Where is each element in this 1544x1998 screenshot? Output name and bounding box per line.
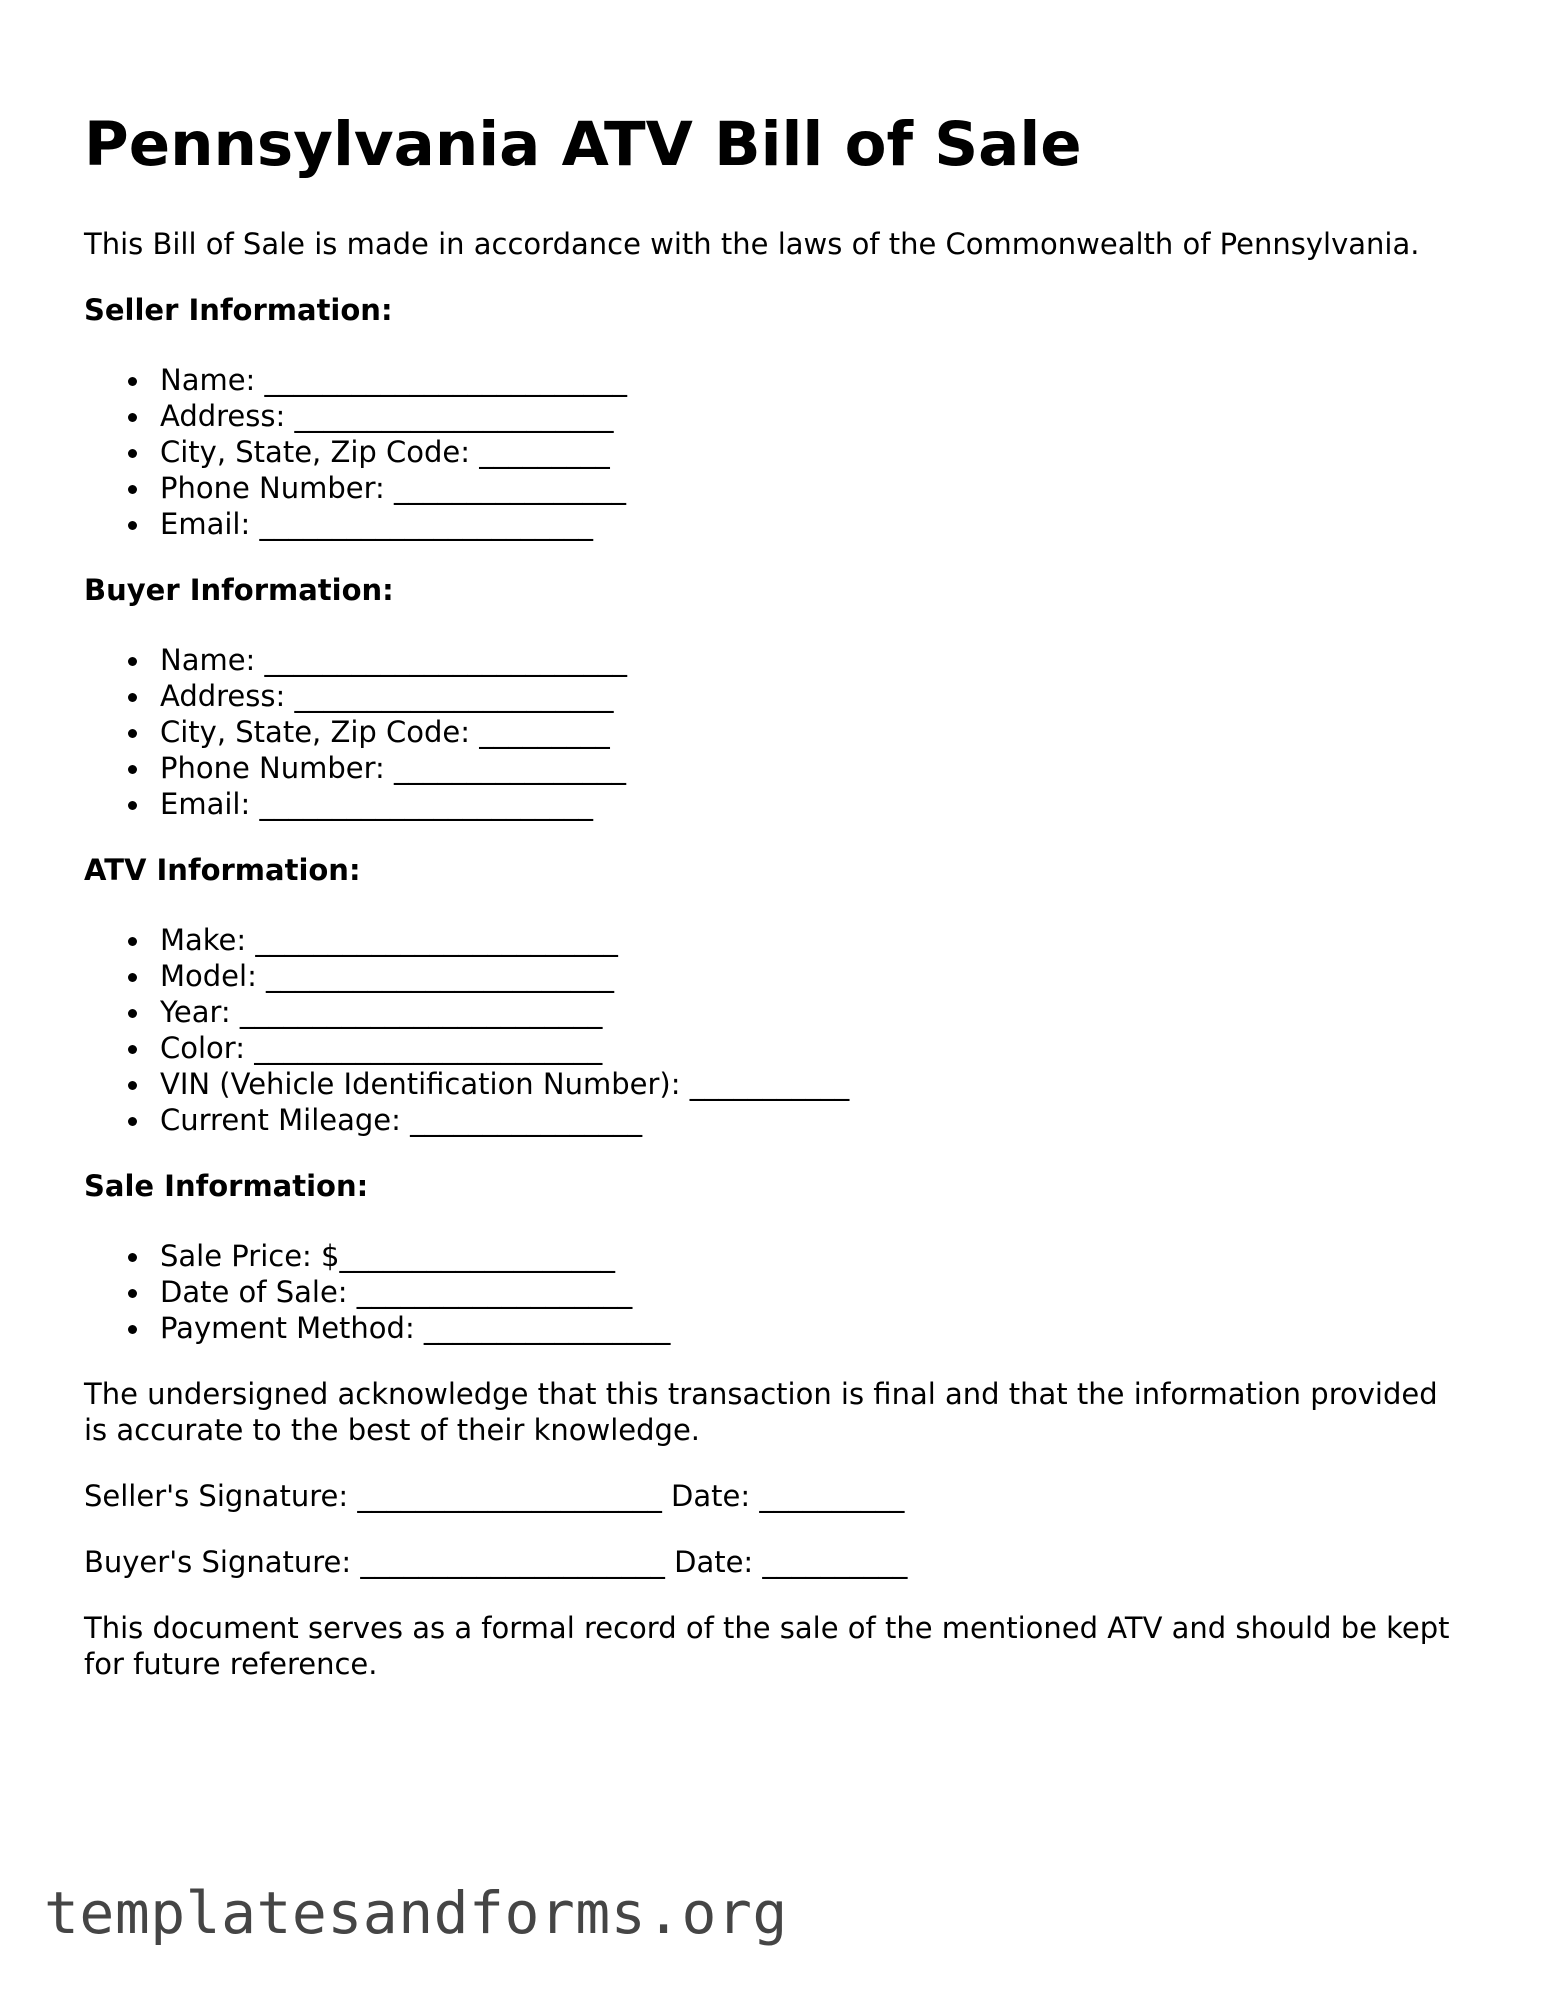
bullet-icon bbox=[128, 729, 137, 738]
bullet-icon bbox=[128, 1045, 137, 1054]
bullet-icon bbox=[128, 1081, 137, 1090]
list-item bbox=[160, 1238, 1464, 1274]
bullet-icon bbox=[128, 1253, 137, 1262]
bullet-icon bbox=[128, 1009, 137, 1018]
atv-field-list bbox=[84, 922, 1464, 1138]
atv-color-field: Color: ________________________ bbox=[160, 1031, 603, 1065]
list-item bbox=[160, 1066, 1464, 1102]
list-item bbox=[160, 470, 1464, 506]
bullet-icon bbox=[128, 521, 137, 530]
atv-heading: ATV Information: bbox=[84, 853, 361, 887]
list-item bbox=[160, 506, 1464, 542]
sale-heading: Sale Information: bbox=[84, 1169, 369, 1203]
acknowledgement-paragraph: The undersigned acknowledge that this transaction is final and that the information provided is accurate to the best of their knowledge. bbox=[84, 1377, 1438, 1447]
buyer-field-list bbox=[84, 642, 1464, 822]
buyer-name-field: Name: _________________________ bbox=[160, 643, 628, 677]
sale-date-field: Date of Sale: ___________________ bbox=[160, 1275, 633, 1309]
sale-payment-field: Payment Method: _________________ bbox=[160, 1311, 671, 1345]
buyer-city-field: City, State, Zip Code: _________ bbox=[160, 715, 610, 749]
list-item bbox=[160, 434, 1464, 470]
bullet-icon bbox=[128, 973, 137, 982]
document bbox=[84, 104, 1464, 1712]
bullet-icon bbox=[128, 801, 137, 810]
atv-mileage-field: Current Mileage: ________________ bbox=[160, 1103, 643, 1137]
buyer-address-field: Address: ______________________ bbox=[160, 679, 614, 713]
list-item bbox=[160, 958, 1464, 994]
buyer-signature-line: Buyer's Signature: _____________________ Date: __________ bbox=[84, 1545, 908, 1579]
seller-name-field: Name: _________________________ bbox=[160, 363, 628, 397]
seller-email-field: Email: _______________________ bbox=[160, 507, 593, 541]
list-item bbox=[160, 786, 1464, 822]
page-title: Pennsylvania ATV Bill of Sale bbox=[84, 109, 1082, 180]
atv-vin-field: VIN (Vehicle Identification Number): ___________ bbox=[160, 1067, 850, 1101]
bullet-icon bbox=[128, 693, 137, 702]
buyer-heading: Buyer Information: bbox=[84, 573, 394, 607]
seller-phone-field: Phone Number: ________________ bbox=[160, 471, 627, 505]
list-item bbox=[160, 750, 1464, 786]
bullet-icon bbox=[128, 1289, 137, 1298]
list-item bbox=[160, 1030, 1464, 1066]
bullet-icon bbox=[128, 765, 137, 774]
bullet-icon bbox=[128, 413, 137, 422]
intro-paragraph: This Bill of Sale is made in accordance with the laws of the Commonwealth of Pennsylvania. bbox=[84, 227, 1420, 261]
list-item bbox=[160, 678, 1464, 714]
buyer-email-field: Email: _______________________ bbox=[160, 787, 593, 821]
list-item bbox=[160, 398, 1464, 434]
list-item bbox=[160, 714, 1464, 750]
list-item bbox=[160, 1102, 1464, 1138]
list-item bbox=[160, 1310, 1464, 1346]
bullet-icon bbox=[128, 657, 137, 666]
bullet-icon bbox=[128, 377, 137, 386]
bullet-icon bbox=[128, 1117, 137, 1126]
bullet-icon bbox=[128, 937, 137, 946]
list-item bbox=[160, 1274, 1464, 1310]
seller-signature-line: Seller's Signature: _____________________ Date: __________ bbox=[84, 1479, 905, 1513]
seller-field-list bbox=[84, 362, 1464, 542]
watermark: templatesandforms.org bbox=[44, 1879, 788, 1947]
list-item bbox=[160, 362, 1464, 398]
seller-address-field: Address: ______________________ bbox=[160, 399, 614, 433]
atv-model-field: Model: ________________________ bbox=[160, 959, 615, 993]
list-item bbox=[160, 642, 1464, 678]
buyer-phone-field: Phone Number: ________________ bbox=[160, 751, 627, 785]
atv-year-field: Year: _________________________ bbox=[160, 995, 603, 1029]
list-item bbox=[160, 922, 1464, 958]
atv-make-field: Make: _________________________ bbox=[160, 923, 618, 957]
bullet-icon bbox=[128, 485, 137, 494]
sale-field-list bbox=[84, 1238, 1464, 1346]
seller-heading: Seller Information: bbox=[84, 293, 393, 327]
bullet-icon bbox=[128, 449, 137, 458]
seller-city-field: City, State, Zip Code: _________ bbox=[160, 435, 610, 469]
list-item bbox=[160, 994, 1464, 1030]
closing-paragraph: This document serves as a formal record of the sale of the mentioned ATV and should be kept for future reference. bbox=[84, 1611, 1450, 1681]
bullet-icon bbox=[128, 1325, 137, 1334]
sale-price-field: Sale Price: $___________________ bbox=[160, 1239, 615, 1273]
